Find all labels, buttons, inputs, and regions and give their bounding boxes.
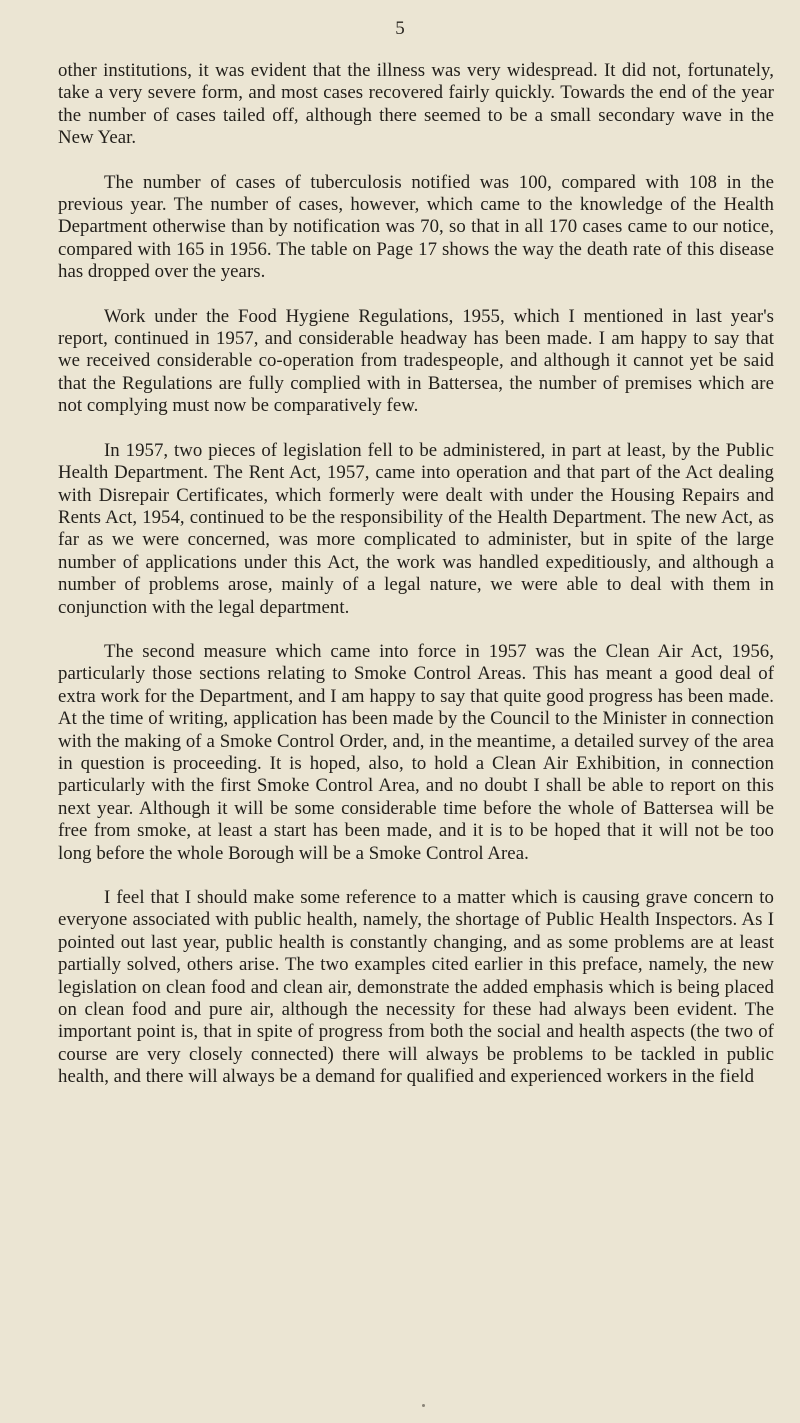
- paragraph-food-hygiene: Work under the Food Hygiene Regulations, 1955, which I mentioned in last year's report, continued in 1957, and considerable headway has been made. I am happy to say that we received considerable co-operation from tradespeople, and although it cannot yet be said that the Regulations are fully complied with in Battersea, the number of premises which are not complying must now be comparatively few.: [58, 305, 774, 417]
- paragraph-tuberculosis: The number of cases of tuberculosis notified was 100, compared with 108 in the previous year. The number of cases, however, which came to the knowledge of the Health Department otherwise than by notification was 70, so that in all 170 cases came to our notice, compared with 165 in 1956. The table on Page 17 shows the way the death rate of this disease has dropped over the years.: [58, 171, 774, 283]
- page-number: 5: [395, 18, 405, 39]
- body-text: [58, 60, 774, 1111]
- print-speck: [422, 1404, 425, 1407]
- paragraph-rent-act: In 1957, two pieces of legislation fell to be administered, in part at least, by the Public Health Department. The Rent Act, 1957, came into operation and that part of the Act dealing with Disrepair Certificates, which formerly were dealt with under the Housing Repairs and Rents Act, 1954, continued to be the responsibility of the Health Department. The new Act, as far as we were concerned, was more complicated to administer, but in spite of the large number of applications under this Act, the work was handled expeditiously, and although a number of problems arose, mainly of a legal nature, we were able to deal with them in conjunction with the legal department.: [58, 439, 774, 618]
- paragraph-influenza: other institutions, it was evident that the illness was very widespread. It did not, fortunately, take a very severe form, and most cases recovered fairly quickly. Towards the end of the year the number of cases tailed off, although there seemed to be a small secondary wave in the New Year.: [58, 60, 774, 149]
- paragraph-inspectors: I feel that I should make some reference to a matter which is causing grave concern to everyone associated with public health, namely, the shortage of Public Health Inspectors. As I pointed out last year, public health is constantly changing, and as some problems are at least partially solved, others arise. The two examples cited earlier in this preface, namely, the new legislation on clean food and clean air, demonstrate the added emphasis which is being placed on clean food and pure air, although the necessity for these had always been evident. The important point is, that in spite of progress from both the social and health aspects (the two of course are very closely connected) there will always be problems to be tackled in public health, and there will always be a demand for qualified and experienced workers in the field: [58, 887, 774, 1088]
- paragraph-clean-air: The second measure which came into force in 1957 was the Clean Air Act, 1956, particularly those sections relating to Smoke Control Areas. This has meant a good deal of extra work for the Department, and I am happy to say that quite good progress has been made. At the time of writing, application has been made by the Council to the Minister in connection with the making of a Smoke Control Order, and, in the meantime, a detailed survey of the area in question is proceeding. It is hoped, also, to hold a Clean Air Exhibition, in connection particularly with the first Smoke Control Area, and no doubt I shall be able to report on this next year. Although it will be some considerable time before the whole of Battersea will be free from smoke, at least a start has been made, and it is to be hoped that it will not be too long before the whole Borough will be a Smoke Control Area.: [58, 640, 774, 864]
